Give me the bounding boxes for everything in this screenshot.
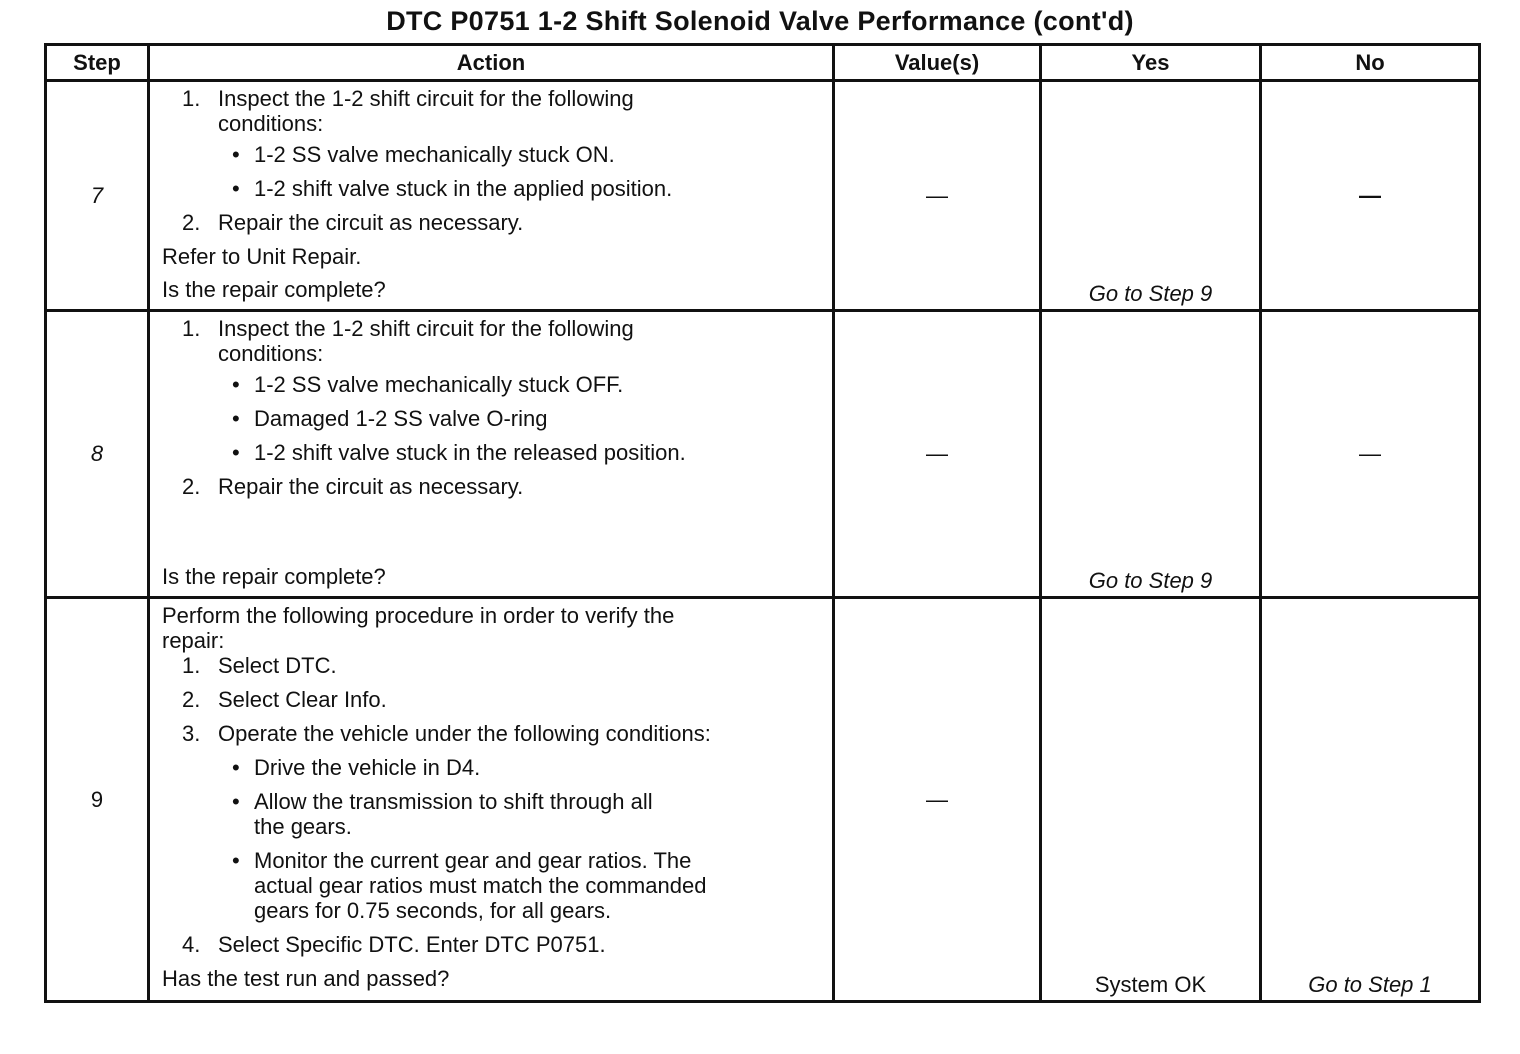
action-text: Repair the circuit as necessary. <box>218 210 524 235</box>
table-row-step-9 <box>46 598 1480 1002</box>
action-text: 1-2 SS valve mechanically stuck OFF. <box>254 372 624 397</box>
action-text: Operate the vehicle under the following conditions: <box>218 721 711 746</box>
header-step: Step <box>46 45 149 81</box>
bullet-icon: • <box>232 755 240 780</box>
action-cell <box>149 81 834 311</box>
action-text: conditions: <box>218 111 324 136</box>
table-row-step-8 <box>46 311 1480 598</box>
no-link[interactable]: Go to Step 1 <box>1308 972 1432 997</box>
action-text: the gears. <box>254 814 352 839</box>
action-text: Repair the circuit as necessary. <box>218 474 524 499</box>
action-text: Drive the vehicle in D4. <box>254 755 481 780</box>
header-yes: Yes <box>1041 45 1261 81</box>
bullet-icon: • <box>232 142 240 167</box>
action-text: Inspect the 1-2 shift circuit for the following <box>218 316 634 341</box>
list-marker: 2. <box>182 474 201 499</box>
action-text: Select DTC. <box>218 653 337 678</box>
bullet-icon: • <box>232 789 240 814</box>
action-cell <box>149 311 834 598</box>
bullet-icon: • <box>232 848 240 873</box>
yes-text: System OK <box>1094 972 1207 997</box>
yes-cell <box>1041 311 1261 598</box>
no-text: — <box>1359 441 1381 466</box>
values-cell <box>834 81 1041 311</box>
yes-cell <box>1041 81 1261 311</box>
yes-link[interactable]: Go to Step 9 <box>1088 281 1213 306</box>
yes-link[interactable]: Go to Step 9 <box>1088 568 1213 593</box>
action-text: 1-2 SS valve mechanically stuck ON. <box>254 142 615 167</box>
yes-cell <box>1041 598 1261 1002</box>
action-text: gears for 0.75 seconds, for all gears. <box>254 898 612 923</box>
page-title: DTC P0751 1-2 Shift Solenoid Valve Performance (cont'd) <box>386 6 1134 36</box>
header-values: Value(s) <box>834 45 1041 81</box>
action-note: Refer to Unit Repair. <box>162 244 362 269</box>
bullet-icon: • <box>232 440 240 465</box>
list-marker: 2. <box>182 210 201 235</box>
list-marker: 1. <box>182 653 201 678</box>
bullet-icon: • <box>232 176 240 201</box>
step-number: 8 <box>90 441 104 466</box>
action-text: 1-2 shift valve stuck in the released position. <box>254 440 686 465</box>
action-text: Inspect the 1-2 shift circuit for the following <box>218 86 634 111</box>
action-question: Has the test run and passed? <box>162 966 450 991</box>
step-number: 9 <box>90 786 104 812</box>
values-text: — <box>926 441 948 466</box>
action-text: Perform the following procedure in order to verify the <box>162 603 675 628</box>
table-header-row <box>46 45 1480 81</box>
bullet-icon: • <box>232 372 240 397</box>
action-question: Is the repair complete? <box>162 564 386 589</box>
action-text: Select Clear Info. <box>218 687 387 712</box>
values-cell <box>834 311 1041 598</box>
action-text: Allow the transmission to shift through all <box>254 789 653 814</box>
no-cell <box>1261 598 1480 1002</box>
values-cell <box>834 598 1041 1002</box>
list-marker: 4. <box>182 932 201 957</box>
list-marker: 1. <box>182 316 201 341</box>
step-cell <box>46 81 149 311</box>
action-text: repair: <box>162 628 225 653</box>
action-cell <box>149 598 834 1002</box>
list-marker: 1. <box>182 86 201 111</box>
no-cell <box>1261 81 1480 311</box>
no-text: — <box>1359 182 1381 208</box>
header-no: No <box>1261 45 1480 81</box>
action-text: 1-2 shift valve stuck in the applied position. <box>254 176 673 201</box>
action-text: Select Specific DTC. Enter DTC P0751. <box>218 932 606 957</box>
action-text: Monitor the current gear and gear ratios. The <box>254 848 692 873</box>
step-number: 7 <box>90 182 104 208</box>
bullet-icon: • <box>232 406 240 431</box>
action-text: conditions: <box>218 341 324 366</box>
values-text: — <box>926 786 948 812</box>
table-row-step-7 <box>46 81 1480 311</box>
list-marker: 2. <box>182 687 201 712</box>
list-marker: 3. <box>182 721 201 746</box>
values-text: — <box>926 182 948 208</box>
header-action: Action <box>149 45 834 81</box>
action-question: Is the repair complete? <box>162 277 386 302</box>
diagnostic-table <box>44 43 1481 1003</box>
action-text: actual gear ratios must match the commanded <box>254 873 707 898</box>
step-cell <box>46 311 149 598</box>
step-cell <box>46 598 149 1002</box>
no-cell <box>1261 311 1480 598</box>
action-text: Damaged 1-2 SS valve O-ring <box>254 406 548 431</box>
